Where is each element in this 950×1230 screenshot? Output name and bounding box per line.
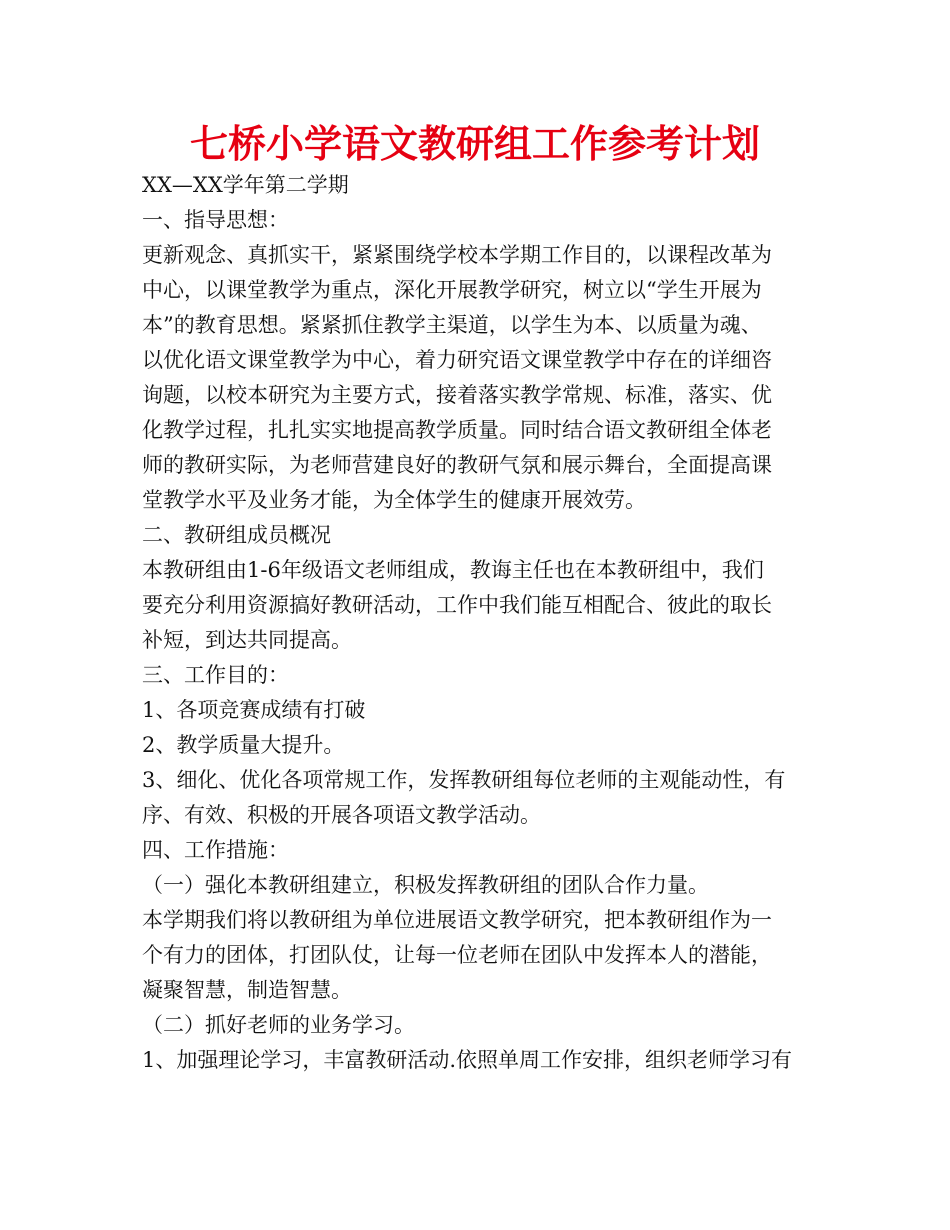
text-line: 更新观念、真抓实干，紧紧围绕学校本学期工作目的，以课程改革为	[142, 243, 772, 267]
text-line: 堂教学水平及业务才能，为全体学生的健康开展效劳。	[142, 488, 646, 512]
section-heading: 二、教研组成员概况	[142, 523, 331, 547]
text-line: 中心，以课堂教学为重点，深化开展教学研究，树立以“学生开展为	[142, 278, 762, 302]
section-heading: 四、工作措施：	[142, 838, 289, 862]
text-line: 询题，以校本研究为主要方式，接着落实教学常规、标准，落实、优	[142, 383, 772, 407]
subsection-heading: （二）抓好老师的业务学习。	[142, 1013, 415, 1037]
text-line: 个有力的团体，打团队仗，让每一位老师在团队中发挥本人的潜能，	[142, 943, 772, 967]
text-line: XX—XX学年第二学期	[142, 173, 349, 197]
text-line: 本”的教育思想。紧紧抓住教学主渠道，以学生为本、以质量为魂、	[142, 313, 762, 337]
list-item: 3、细化、优化各项常规工作，发挥教研组每位老师的主观能动性，有	[142, 768, 786, 792]
list-item: 2、教学质量大提升。	[142, 733, 345, 757]
subsection-heading: （一）强化本教研组建立，积极发挥教研组的团队合作力量。	[142, 873, 709, 897]
text-line: 补短，到达共同提高。	[142, 628, 352, 652]
list-item: 1、各项竞赛成绩有打破	[142, 698, 366, 722]
document-title: 七桥小学语文教研组工作参考计划	[189, 122, 760, 166]
text-line: 要充分利用资源搞好教研活动，工作中我们能互相配合、彼此的取长	[142, 593, 772, 617]
section-heading: 三、工作目的：	[142, 663, 289, 687]
text-line: 以优化语文课堂教学为中心，着力研究语文课堂教学中存在的详细咨	[142, 348, 772, 372]
text-line: 本学期我们将以教研组为单位进展语文教学研究，把本教研组作为一	[142, 908, 772, 932]
text-line: 序、有效、积极的开展各项语文教学活动。	[142, 803, 541, 827]
document-body	[142, 168, 818, 1078]
text-line: 本教研组由1-6年级语文老师组成，教诲主任也在本教研组中，我们	[142, 558, 764, 582]
list-item: 1、加强理论学习，丰富教研活动.依照单周工作安排，组织老师学习有	[142, 1048, 793, 1072]
text-line: 凝聚智慧，制造智慧。	[142, 978, 352, 1002]
text-line: 化教学过程，扎扎实实地提高教学质量。同时结合语文教研组全体老	[142, 418, 772, 442]
section-heading: 一、指导思想：	[142, 208, 289, 232]
text-line: 师的教研实际，为老师营建良好的教研气氛和展示舞台，全面提高课	[142, 453, 772, 477]
